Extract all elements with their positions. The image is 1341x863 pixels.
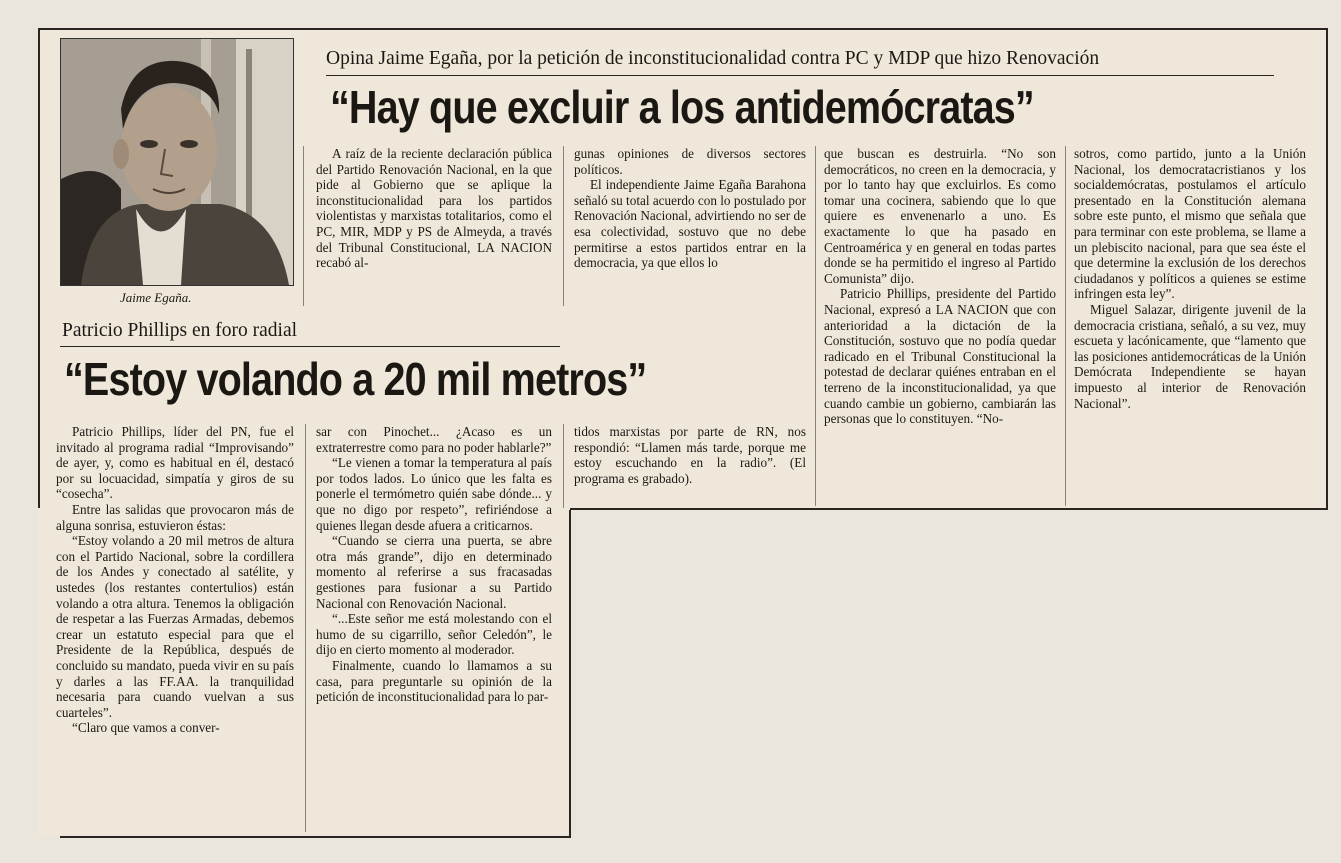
article1-column-2 bbox=[574, 146, 806, 308]
column-divider bbox=[305, 424, 306, 832]
paragraph: que buscan es destruirla. “No son democráticos, no creen en la democracia, y por lo tanto hay que excluirlos. Es como tomar una cocinera, sabiendo que lo que quiere es envenenarlo a uno. Es exactamente lo que ha pasado en Centroamérica y en general en todas partes donde se ha permitido el ingreso al Partido Comunista” dijo. bbox=[824, 146, 1056, 286]
paragraph: Miguel Salazar, dirigente juvenil de la democracia cristiana, señaló, a su vez, muy escueta y lacónicamente, que “lamento que las posiciones antidemocráticas de la Unión Demócrata Independiente se hayan impuesto al interior de Renovación Nacional”. bbox=[1074, 301, 1306, 411]
paragraph: gunas opiniones de diversos sectores políticos. bbox=[574, 146, 806, 177]
column-divider bbox=[303, 146, 304, 306]
paragraph: Finalmente, cuando lo llamamos a su casa, para preguntarle su opinión de la petición de inconstitucionalidad para lo par- bbox=[316, 657, 552, 705]
border-line-top bbox=[38, 28, 1328, 30]
paragraph: Patricio Phillips, líder del PN, fue el invitado al programa radial “Improvisando” de ayer, y, como es habitual en él, destacó por su locuacidad, simpatía y giros de su “cosecha”. bbox=[56, 424, 294, 502]
article1-kicker: Opina Jaime Egaña, por la petición de inconstitucionalidad contra PC y MDP que hizo Renovación bbox=[326, 48, 1100, 69]
border-line-upper-bottom bbox=[570, 508, 1328, 510]
paragraph: “Claro que vamos a conver- bbox=[72, 720, 220, 736]
border-line-right bbox=[1326, 28, 1328, 508]
article2-kicker: Patricio Phillips en foro radial bbox=[62, 320, 298, 341]
article1-column-3 bbox=[824, 146, 1056, 508]
blank-background-area bbox=[570, 510, 1340, 863]
article2-headline: “Estoy volando a 20 mil metros” bbox=[64, 353, 647, 405]
photo-caption: Jaime Egaña. bbox=[120, 290, 192, 305]
kicker-rule bbox=[326, 75, 1274, 76]
kicker-rule bbox=[60, 346, 560, 347]
portrait-photo bbox=[60, 38, 294, 286]
paragraph: “...Este señor me está molestando con el humo de su cigarrillo, señor Celedón”, le dijo en cierto momento al moderador. bbox=[316, 611, 552, 658]
column-divider bbox=[1065, 146, 1066, 506]
paragraph: tidos marxistas por parte de RN, nos respondió: “Llamen más tarde, porque me estoy escuchando en la radio”. (El programa es grabado). bbox=[574, 424, 806, 486]
paragraph: Patricio Phillips, presidente del Partido Nacional, expresó a LA NACION que con anterioridad a la dictación de la Constitución, sostuvo que no podía quedar radicado en el Tribunal Constitucional la potestad de declarar quiénes entraban en el terreno de la inconstitucionalidad, ya que cuando cambie un gobierno, cambiarán las personas que lo constituyen. “No- bbox=[824, 286, 1056, 427]
article1-column-4 bbox=[1074, 146, 1306, 508]
border-line-left bbox=[38, 28, 40, 508]
border-line-lower-right bbox=[569, 510, 571, 838]
paragraph: A raíz de la reciente declaración pública del Partido Renovación Nacional, en la que pide al Gobierno que se aplique la inconstitucionalidad para los partidos violentistas y marxistas totalitarios, como el PC, MIR, MDP y PS de Almeyda, a través del Tribunal Constitucional, LA NACION recabó al- bbox=[316, 146, 552, 271]
column-divider bbox=[563, 424, 564, 508]
paragraph: “Le vienen a tomar la temperatura al país por todos lados. Lo único que les falta es ponerle el termómetro quién sabe dónde... y que no digo por respeto”, refiriéndose a quienes llegan desde afuera a criticarnos. bbox=[316, 455, 552, 533]
article2-column-1 bbox=[56, 424, 294, 834]
paragraph: “Estoy volando a 20 mil metros de altura con el Partido Nacional, sobre la cordillera de los Andes y conectado al satélite, y ustedes (los restantes contertulios) están volando a otra altura. Tenemos la obligación de respetar a las Fuerzas Armadas, debemos crear un estatuto especial para que el Presidente de la República, después de concluido su mandato, pueda vivir en su país y darles a las FF.AA. la tranquilidad necesaria para cuando vuelvan a sus cuarteles”. bbox=[56, 533, 294, 720]
paragraph: Entre las salidas que provocaron más de alguna sonrisa, estuvieron éstas: bbox=[56, 501, 294, 533]
column-divider bbox=[563, 146, 564, 306]
paragraph: El independiente Jaime Egaña Barahona señaló su total acuerdo con lo postulado por Renovación Nacional, advirtiendo no ser de esa colectividad, sostuvo que no debe permitirse a estos partidos entrar en la democracia, ya que ellos lo bbox=[574, 177, 806, 271]
paragraph: sotros, como partido, junto a la Unión Nacional, los democratacristianos y los socialdemócratas, postulamos el artículo presentado en la Constitución alemana sobre este punto, el mismo que señala que para terminar con este problema, se llame a un plebiscito nacional, para que sea éste el que determine la exclusión de los derechos ciudadanos y políticos a quienes se estime infringen esta ley”. bbox=[1074, 146, 1306, 302]
article1-headline: “Hay que excluir a los antidemócratas” bbox=[330, 81, 1034, 133]
paragraph: “Cuando se cierra una puerta, se abre otra más grande”, dijo en determinado momento al referirse a sus fracasadas gestiones para fusionar a su Partido Nacional con Renovación Nacional. bbox=[316, 533, 552, 611]
article2-column-3 bbox=[574, 424, 806, 506]
border-line-lower-bottom bbox=[60, 836, 570, 838]
article2-column-2 bbox=[316, 424, 552, 834]
paragraph: sar con Pinochet... ¿Acaso es un extraterrestre como para no poder hablarle?” bbox=[316, 424, 552, 455]
article1-column-1 bbox=[316, 146, 552, 308]
column-divider bbox=[815, 146, 816, 506]
